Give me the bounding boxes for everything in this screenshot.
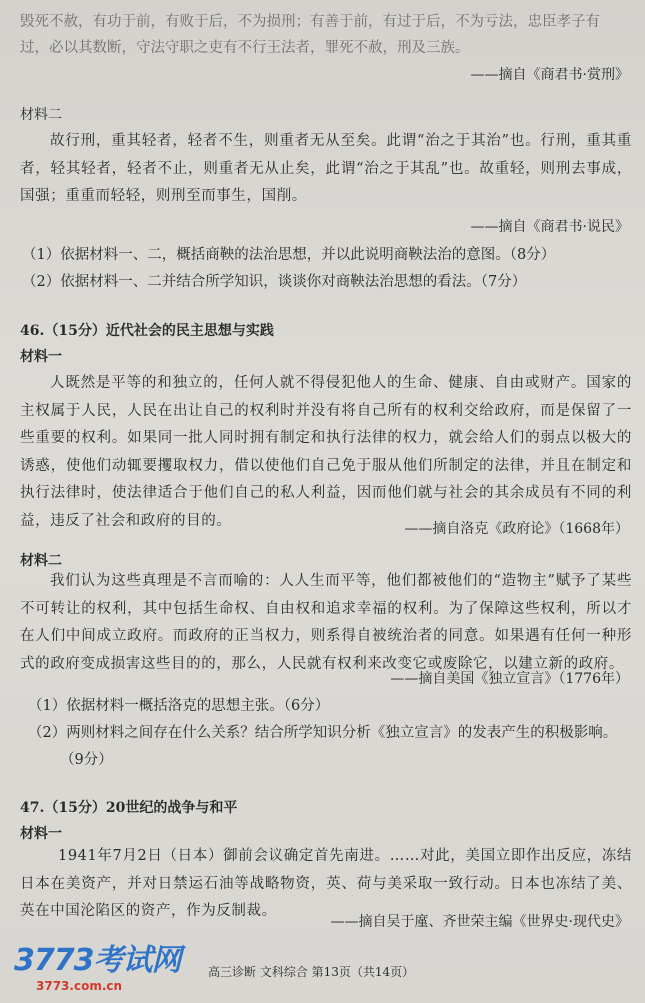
top-source: ——摘自《商君书·赏刑》 [470,67,629,83]
q46-part2-points: （9分） [60,752,113,768]
top-line-1: 毁死不赦，有功于前，有败于后，不为损刑；有善于前，有过于后，不为亏法，忠臣孝子有 [20,14,600,30]
q46-m2-source: ——摘自美国《独立宣言》（1776年） [390,671,629,687]
watermark-logo [14,935,184,993]
m2-label: 材料二 [20,107,62,123]
q47-m1-source: ——摘自吴于廑、齐世荣主编《世界史·现代史》 [330,914,629,930]
q46-m2-text: 我们认为这些真理是不言而喻的：人人生而平等，他们都被他们的“造物主”赋予了某些不可转让的权利，其中包括生命权、自由权和追求幸福的权利。为了保障这些权利，所以才在人们中间成立政府。而政府的正当权力，则系得自被统治者的同意。如果遇有任何一种形式的政府变成损害这些目的的，那么，人民就有权利来改变它或废除它，以建立新的政府。 [20,573,632,672]
q46-part2: （2）两则材料之间存在什么关系？结合所学知识分析《独立宣言》的发表产生的积极影响。 [28,725,618,741]
q46-part1: （1）依据材料一概括洛克的思想主张。（6分） [28,698,330,714]
page-footer: 高三诊断 文科综合 第13页（共14页） [208,965,415,979]
watermark-title: 3773考试网 [14,943,181,978]
q46-m1-text: 人既然是平等的和独立的，任何人就不得侵犯他人的生命、健康、自由或财产。国家的主权属于人民，人民在出让自己的权利时并没有将自己所有的权利交给政府，而是保留了一些重要的权利。如果同一批人同时拥有制定和执行法律的权力，就会给人们的弱点以极大的诱惑，使他们动辄要攫取权力，借以使他们自己免于服从他们所制定的法律，并且在制定和执行法律时，使法律适合于他们自己的私人利益，因而他们就与社会的其余成员有不同的利益，违反了社会和政府的目的。 [20,375,632,529]
watermark-url: 3773.com.cn [36,979,123,993]
top-line-2: 过，必以其数断，守法守职之吏有不行王法者，罪死不赦，刑及三族。 [20,40,470,56]
q46-heading: 46.（15分）近代社会的民主思想与实践 [20,323,274,339]
q45-part2: （2）依据材料一、二并结合所学知识，谈谈你对商鞅法治思想的看法。（7分） [22,274,527,290]
m2-text: 故行刑，重其轻者，轻者不生，则重者无从至矣。此谓“治之于其治”也。行刑，重其重者，轻其轻者，轻者不止，则重者无从止矣，此谓“治之于其乱”也。故重轻，则刑去事成，国强；重重而轻轻，则刑至而事生，国削。 [20,133,632,204]
q47-m1-text: 1941年7月2日（日本）御前会议确定首先南进。……对此，美国立即作出反应，冻结日本在美资产，并对日禁运石油等战略物资，英、荷与美采取一致行动。日本也冻结了美、英在中国沦陷区的资产，作为反制裁。 [20,848,632,919]
q46-m1-source: ——摘自洛克《政府论》（1668年） [404,521,629,537]
q46-m2-label: 材料二 [20,553,62,569]
m2-source: ——摘自《商君书·说民》 [470,219,629,235]
q45-part1: （1）依据材料一、二，概括商鞅的法治思想，并以此说明商鞅法治的意图。（8分） [22,247,556,263]
q47-heading: 47.（15分）20世纪的战争与和平 [20,800,238,816]
q47-m1-label: 材料一 [20,826,62,842]
q46-m1-label: 材料一 [20,349,62,365]
